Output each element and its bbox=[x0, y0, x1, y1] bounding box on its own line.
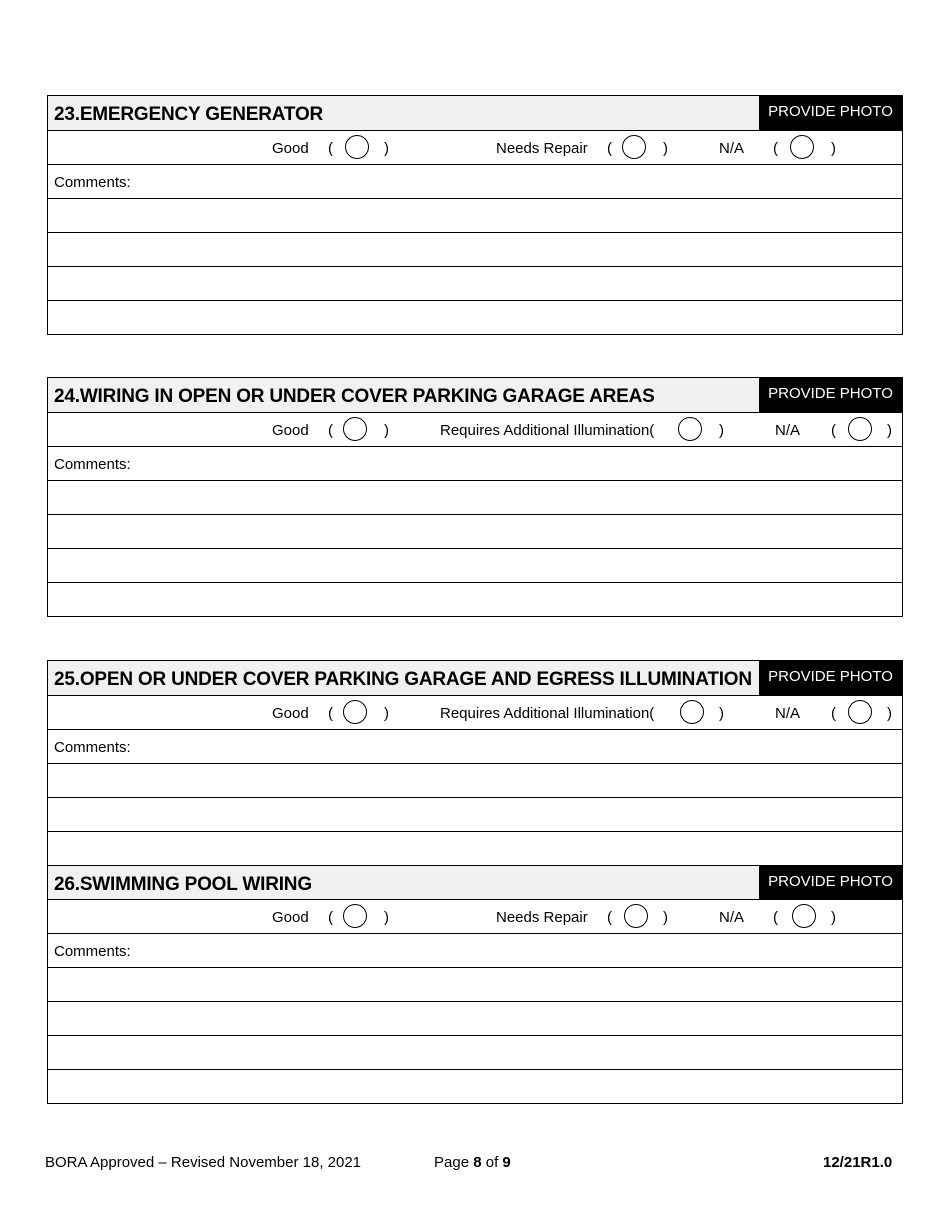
close-paren: ) bbox=[831, 140, 836, 157]
na-radio[interactable] bbox=[848, 417, 872, 441]
open-paren: ( bbox=[328, 140, 333, 157]
page-total: 9 bbox=[502, 1154, 511, 1171]
close-paren: ) bbox=[663, 140, 668, 157]
na-radio[interactable] bbox=[848, 700, 872, 724]
provide-photo-button[interactable]: PROVIDE PHOTO bbox=[759, 866, 902, 900]
section-title: 23.EMERGENCY GENERATOR bbox=[54, 104, 324, 125]
comment-line[interactable] bbox=[48, 1035, 902, 1069]
comment-line[interactable] bbox=[48, 1069, 902, 1103]
comments-row[interactable] bbox=[48, 164, 902, 198]
section-25-26 bbox=[47, 660, 903, 1104]
close-paren: ) bbox=[719, 705, 724, 722]
needs-repair-label: Needs Repair bbox=[496, 140, 588, 157]
needs-repair-radio[interactable] bbox=[624, 904, 648, 928]
close-paren: ) bbox=[384, 422, 389, 439]
close-paren: ) bbox=[887, 422, 892, 439]
provide-photo-button[interactable]: PROVIDE PHOTO bbox=[759, 96, 902, 130]
good-label: Good bbox=[272, 140, 309, 157]
open-paren: ( bbox=[328, 422, 333, 439]
page-prefix: Page bbox=[434, 1154, 470, 1171]
close-paren: ) bbox=[384, 705, 389, 722]
section-header bbox=[48, 865, 902, 899]
section-header bbox=[48, 378, 902, 412]
comment-line[interactable] bbox=[48, 480, 902, 514]
good-label: Good bbox=[272, 909, 309, 926]
page-of: of bbox=[485, 1154, 499, 1171]
rating-row bbox=[48, 695, 902, 729]
close-paren: ) bbox=[384, 909, 389, 926]
comment-line[interactable] bbox=[48, 514, 902, 548]
needs-repair-radio[interactable] bbox=[622, 135, 646, 159]
close-paren: ) bbox=[384, 140, 389, 157]
comments-label: Comments: bbox=[54, 739, 131, 756]
na-label: N/A bbox=[719, 140, 745, 157]
provide-photo-button[interactable]: PROVIDE PHOTO bbox=[759, 661, 902, 695]
good-label: Good bbox=[272, 705, 309, 722]
page-current: 8 bbox=[473, 1154, 482, 1171]
good-radio[interactable] bbox=[343, 417, 367, 441]
comment-line[interactable] bbox=[48, 232, 902, 266]
na-radio[interactable] bbox=[792, 904, 816, 928]
open-paren: ( bbox=[328, 705, 333, 722]
comments-label: Comments: bbox=[54, 456, 131, 473]
open-paren: ( bbox=[328, 909, 333, 926]
na-label: N/A bbox=[775, 422, 801, 439]
comments-row[interactable] bbox=[48, 446, 902, 480]
na-label: N/A bbox=[719, 909, 745, 926]
comment-line[interactable] bbox=[48, 300, 902, 334]
requires-illumination-radio[interactable] bbox=[680, 700, 704, 724]
requires-illumination-label: Requires Additional Illumination( bbox=[440, 705, 655, 722]
open-paren: ( bbox=[607, 909, 612, 926]
na-radio[interactable] bbox=[790, 135, 814, 159]
section-title: 26.SWIMMING POOL WIRING bbox=[54, 874, 312, 895]
comment-line[interactable] bbox=[48, 198, 902, 232]
good-label: Good bbox=[272, 422, 309, 439]
comments-row[interactable] bbox=[48, 729, 902, 763]
close-paren: ) bbox=[887, 705, 892, 722]
rating-row bbox=[48, 412, 902, 446]
comments-label: Comments: bbox=[54, 174, 131, 191]
good-radio[interactable] bbox=[343, 904, 367, 928]
rating-row bbox=[48, 899, 902, 933]
comment-line[interactable] bbox=[48, 797, 902, 831]
needs-repair-label: Needs Repair bbox=[496, 909, 588, 926]
open-paren: ( bbox=[831, 705, 836, 722]
comments-row[interactable] bbox=[48, 933, 902, 967]
comment-line[interactable] bbox=[48, 1001, 902, 1035]
open-paren: ( bbox=[831, 422, 836, 439]
open-paren: ( bbox=[773, 909, 778, 926]
close-paren: ) bbox=[831, 909, 836, 926]
comment-line[interactable] bbox=[48, 582, 902, 616]
requires-illumination-radio[interactable] bbox=[678, 417, 702, 441]
open-paren: ( bbox=[773, 140, 778, 157]
footer-revision: 12/21R1.0 bbox=[823, 1154, 893, 1171]
comment-line[interactable] bbox=[48, 548, 902, 582]
footer-page-number bbox=[434, 1154, 511, 1171]
comment-line[interactable] bbox=[48, 831, 902, 865]
na-label: N/A bbox=[775, 705, 801, 722]
section-header bbox=[48, 96, 902, 130]
requires-illumination-label: Requires Additional Illumination( bbox=[440, 422, 655, 439]
section-header bbox=[48, 661, 902, 695]
comment-line[interactable] bbox=[48, 266, 902, 300]
section-24 bbox=[47, 377, 903, 617]
good-radio[interactable] bbox=[345, 135, 369, 159]
close-paren: ) bbox=[719, 422, 724, 439]
good-radio[interactable] bbox=[343, 700, 367, 724]
comments-label: Comments: bbox=[54, 943, 131, 960]
section-title: 25.OPEN OR UNDER COVER PARKING GARAGE AND EGRESS ILLUMINATION bbox=[54, 669, 752, 690]
comment-line[interactable] bbox=[48, 967, 902, 1001]
footer-approval: BORA Approved – Revised November 18, 2021 bbox=[45, 1154, 362, 1171]
close-paren: ) bbox=[663, 909, 668, 926]
rating-row bbox=[48, 130, 902, 164]
section-23 bbox=[47, 95, 903, 335]
open-paren: ( bbox=[607, 140, 612, 157]
comment-line[interactable] bbox=[48, 763, 902, 797]
provide-photo-button[interactable]: PROVIDE PHOTO bbox=[759, 378, 902, 412]
section-title: 24.WIRING IN OPEN OR UNDER COVER PARKING GARAGE AREAS bbox=[54, 386, 655, 407]
